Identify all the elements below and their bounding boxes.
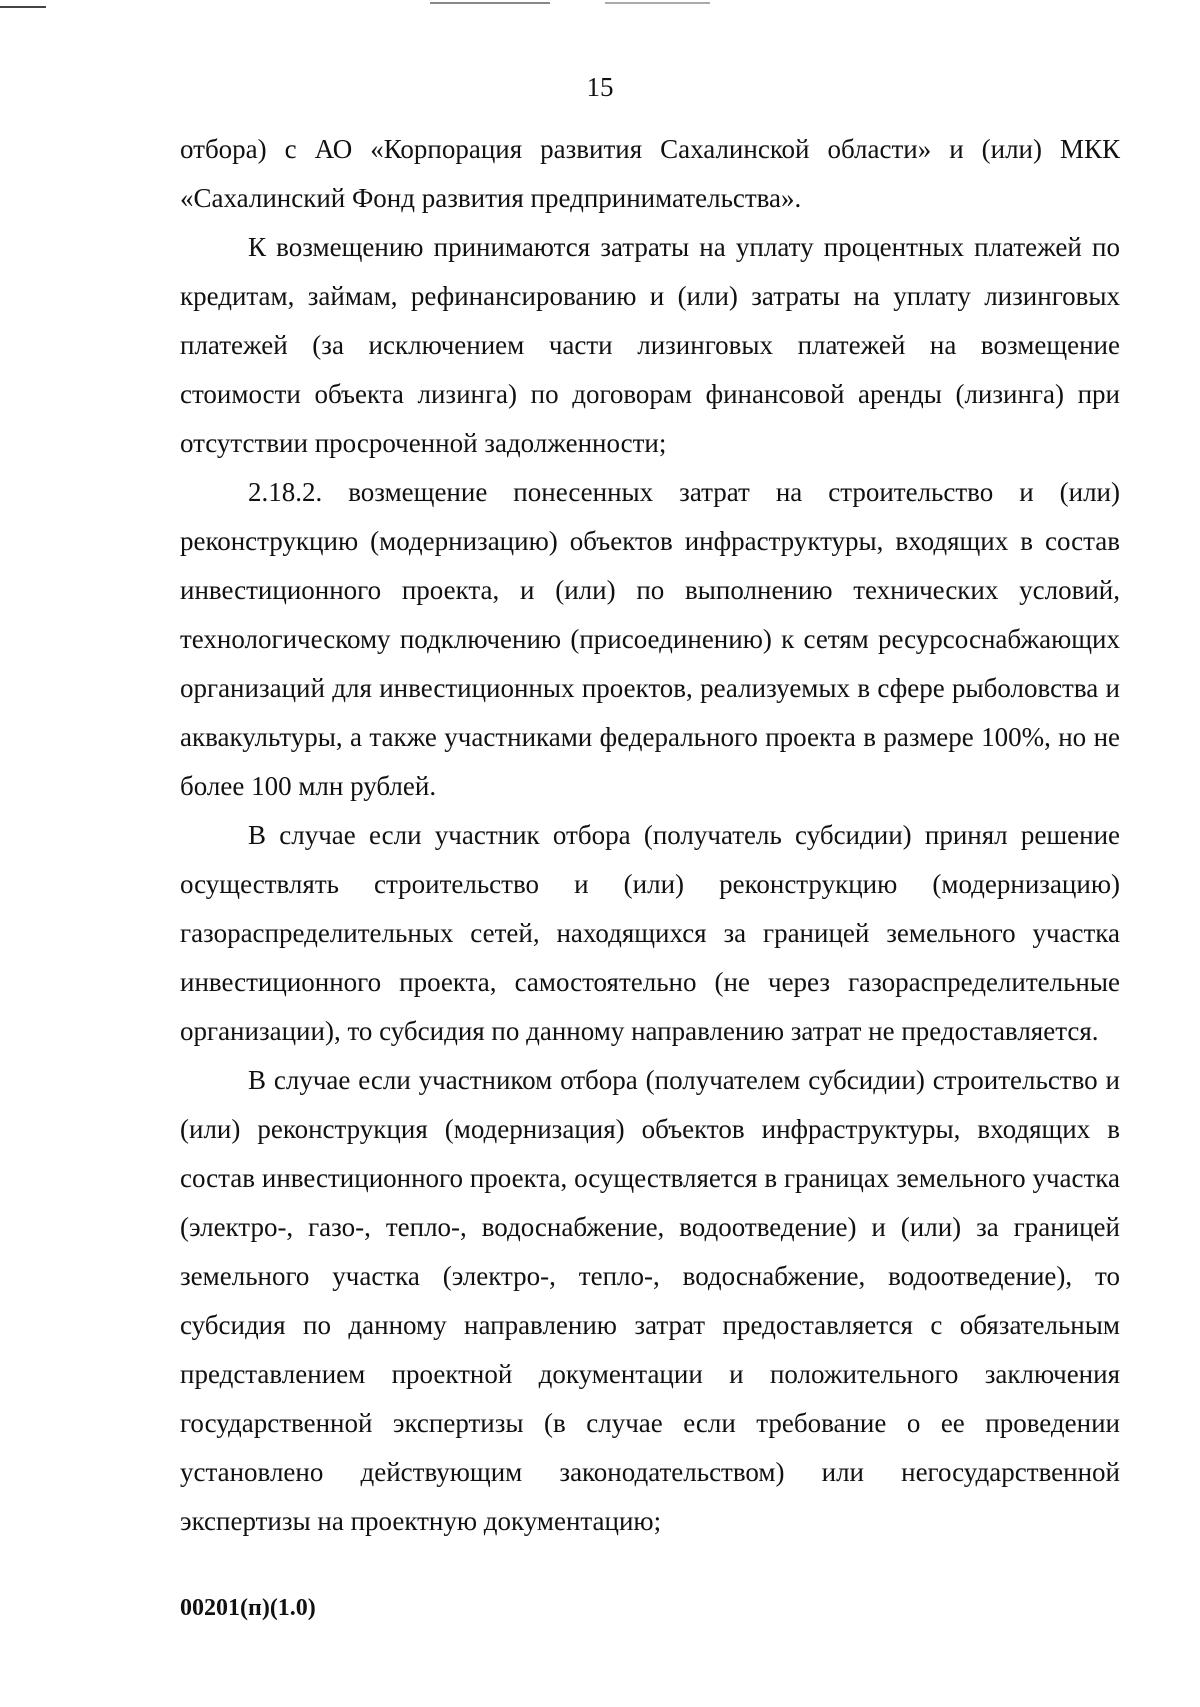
scan-artifact-left: [0, 6, 46, 8]
page-number: 15: [586, 72, 614, 102]
paragraph-infrastructure-expertise: В случае если участником отбора (получателем субсидии) строительство и (или) реконструкция (модернизация) объектов инфраструктуры, входящих в состав инвестиционного проекта, осуществляется в границах земельного участка (электро-, газо-, тепло-, водоснабжение, водоотведение) и (или) за границей земельного участка (электро-, тепло-, водоснабжение, водоотведение), то субсидия по данному направлению затрат предоставляется с обязательным представлением проектной документации и положительного заключения государственной экспертизы (в случае если требование о ее проведении установлено действующим законодательством) или негосударственной экспертизы на проектную документацию;: [180, 1065, 1120, 1536]
paragraph-clause-2-18-2: 2.18.2. возмещение понесенных затрат на строительство и (или) реконструкцию (модернизацию) объектов инфраструктуры, входящих в состав инвестиционного проекта, и (или) по выполнению технических условий, технологическому подключению (присоединению) к сетям ресурсоснабжающих организаций для инвестиционных проектов, реализуемых в сфере рыболовства и аквакультуры, а также участниками федерального проекта в размере 100%, но не более 100 млн рублей.: [180, 477, 1120, 801]
scan-artifact-right: [605, 2, 710, 4]
paragraph-gas-networks: В случае если участник отбора (получатель субсидии) принял решение осуществлять строительство и (или) реконструкцию (модернизацию) газораспределительных сетей, находящихся за границей земельного участка инвестиционного проекта, самостоятельно (не через газораспределительные организации), то субсидия по данному направлению затрат не предоставляется.: [180, 820, 1120, 1046]
document-code: 00201(п)(1.0): [180, 1595, 316, 1621]
paragraph-continuation: отбора) с АО «Корпорация развития Сахалинской области» и (или) МКК «Сахалинский Фонд развития предпринимательства».: [180, 134, 1120, 213]
body-text: [180, 125, 1120, 1546]
paragraph-reimbursement-interest: К возмещению принимаются затраты на уплату процентных платежей по кредитам, займам, рефинансированию и (или) затраты на уплату лизинговых платежей (за исключением части лизинговых платежей на возмещение стоимости объекта лизинга) по договорам финансовой аренды (лизинга) при отсутствии просроченной задолженности;: [180, 232, 1120, 458]
scan-artifact-center: [430, 2, 550, 4]
